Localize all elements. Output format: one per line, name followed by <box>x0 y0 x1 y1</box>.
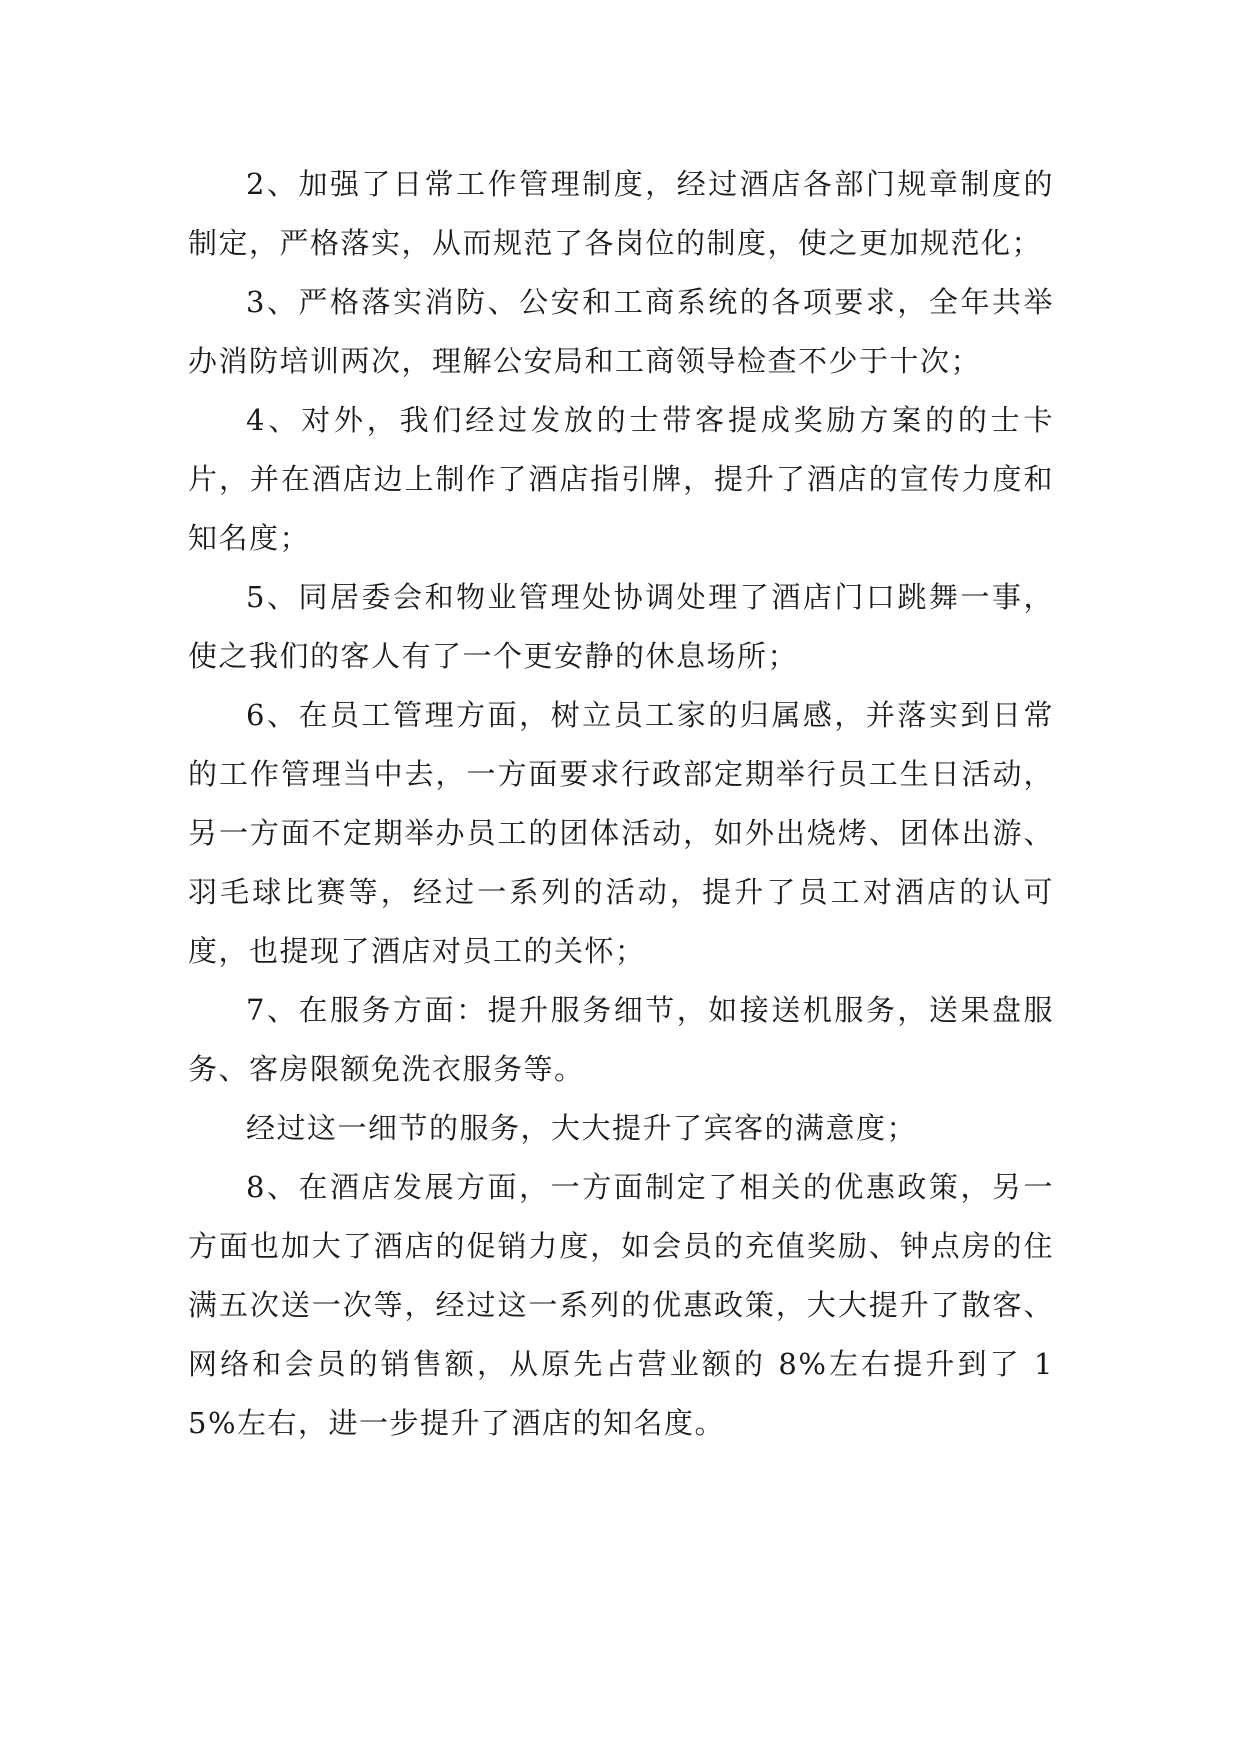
paragraph-service-result: 经过这一细节的服务，大大提升了宾客的满意度； <box>246 1111 918 1145</box>
paragraph-item-4: 4、对外，我们经过发放的士带客提成奖励方案的的士卡片，并在酒店边上制作了酒店指引牌，提升了酒店的宣传力度和知名度； <box>188 403 1054 555</box>
paragraph-item-6: 6、在员工管理方面，树立员工家的归属感，并落实到日常的工作管理当中去，一方面要求行政部定期举行员工生日活动，另一方面不定期举办员工的团体活动，如外出烧烤、团体出游、羽毛球比赛等，经过一系列的活动，提升了员工对酒店的认可度，也提现了酒店对员工的关怀； <box>188 698 1054 968</box>
paragraph-item-5: 5、同居委会和物业管理处协调处理了酒店门口跳舞一事，使之我们的客人有了一个更安静的休息场所； <box>188 580 1054 673</box>
document-body <box>188 155 1054 1453</box>
paragraph-item-2: 2、加强了日常工作管理制度，经过酒店各部门规章制度的制定，严格落实，从而规范了各岗位的制度，使之更加规范化； <box>188 167 1054 260</box>
paragraph-item-7: 7、在服务方面：提升服务细节，如接送机服务，送果盘服务、客房限额免洗衣服务等。 <box>188 993 1054 1086</box>
paragraph-item-8: 8、在酒店发展方面，一方面制定了相关的优惠政策，另一方面也加大了酒店的促销力度，如会员的充值奖励、钟点房的住满五次送一次等，经过这一系列的优惠政策，大大提升了散客、网络和会员的销售额，从原先占营业额的 8%左右提升到了 15%左右，进一步提升了酒店的知名度。 <box>188 1170 1054 1440</box>
paragraph-item-3: 3、严格落实消防、公安和工商系统的各项要求，全年共举办消防培训两次，理解公安局和工商领导检查不少于十次； <box>188 285 1054 378</box>
